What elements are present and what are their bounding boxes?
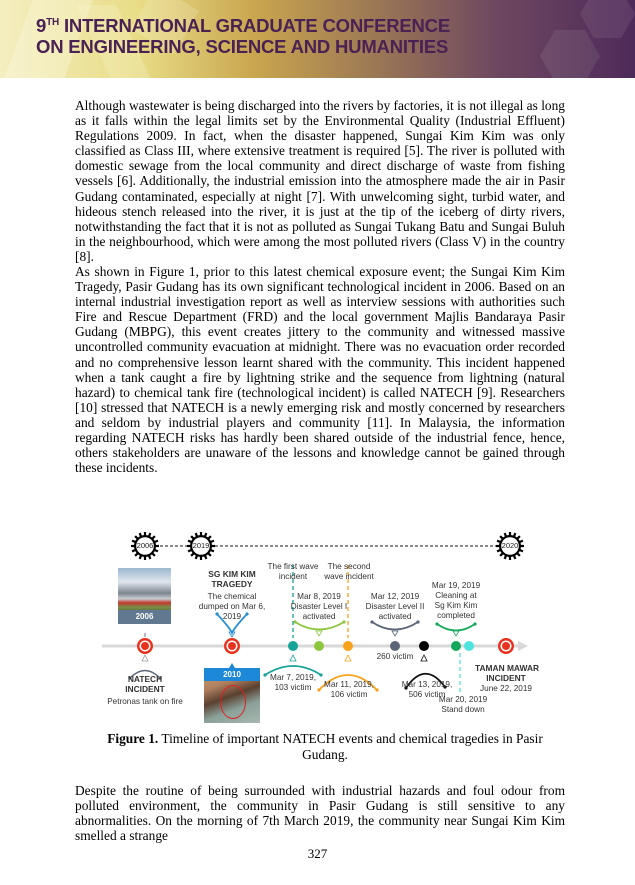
bracket-pointer	[316, 631, 322, 636]
event-dot-mar13[interactable]	[419, 641, 429, 651]
figure-caption	[90, 731, 560, 763]
bracket-pointer	[453, 631, 459, 636]
caption-text: Timeline of important NATECH events and chemical tragedies in Pasir Gudang.	[158, 731, 543, 762]
banner-hexagon	[580, 0, 635, 38]
mar8-bracket	[295, 622, 344, 630]
conference-title	[36, 12, 450, 57]
bracket-end	[263, 673, 266, 676]
bracket-pointer	[421, 655, 427, 661]
taman-mawar-date: June 22, 2019	[480, 684, 532, 693]
title-line-2: ON ENGINEERING, SCIENCE AND HUMANITIES	[36, 36, 449, 57]
natech-title: NATECH INCIDENT	[125, 674, 165, 694]
caption-label: Figure 1.	[107, 731, 159, 746]
conference-banner	[0, 0, 635, 78]
bracket-end	[473, 622, 476, 625]
year-label-2006: 2006	[136, 541, 154, 550]
natech-description: Petronas tank on fire	[107, 697, 183, 706]
year-label-2020: 2020	[501, 541, 519, 550]
photo-2010-river	[204, 668, 260, 723]
page-number: 327	[307, 846, 328, 861]
highlight-circle	[220, 685, 246, 719]
paragraph-2: As shown in Figure 1, prior to this latest chemical exposure event; the Sungai Kim Kim Tragedy, Pasir Gudang has its own significant technological incident in 2006. Based on an internal industrial investigation report as well as interview sessions with authorities such Fire and Rescue Department (FRD) and the local government Majlis Bandaraya Pasir Gudang (MBPG), this event creates jittery to the community and witnessed massive uncontrolled community evacuation at midnight. There was no evacuation order recorded and no comprehensive lesson learnt shared with the community. This incident happened when a tank caught a fire by lightning strike and the sequence from lightning (natural hazard) to chemical tank fire (technological incident) is called NATECH [9]. Researchers [10] stressed that NATECH is a newly emerging risk and mostly concerned by researchers and seldom by industrial players and community [11]. In Malaysia, the information regarding NATECH risks has hardly been shared outside of the industrial fence, hence, others stakeholders are unaware of the lessons and knowledge cannot be gained through these incidents.	[75, 264, 565, 476]
mar20-label: Mar 20, 2019 Stand down	[438, 695, 488, 714]
photo-2006-tag: 2006	[118, 610, 171, 624]
sgkk-title: SG KIM KIM TRAGEDY	[208, 569, 256, 589]
mar12-bracket	[372, 622, 418, 630]
mar8-label: Mar 8, 2019 Disaster Level I activated	[290, 592, 348, 621]
event-dot-mar8[interactable]	[314, 641, 324, 651]
bracket-pointer	[290, 655, 296, 661]
year-label-2019: 2019	[192, 541, 210, 550]
mar13-label: Mar 13, 2019, 506 victim	[401, 680, 453, 699]
mar19-label: Mar 19, 2019 Cleaning at Sg Kim Kim completed	[431, 581, 481, 620]
event-marker-2019[interactable]	[224, 638, 240, 654]
event-dot-mar20[interactable]	[464, 641, 474, 651]
event-dot-mar7[interactable]	[288, 641, 298, 651]
title-ordinal-suffix: TH	[46, 17, 60, 28]
sgkk-description: The chemical dumped on Mar 6, 2019	[198, 592, 266, 621]
title-line-1: INTERNATIONAL GRADUATE CONFERENCE	[59, 15, 450, 36]
title-ordinal: 9	[36, 15, 47, 36]
bracket-end	[435, 622, 438, 625]
mar7-label: Mar 7, 2019, 103 victim	[270, 673, 316, 692]
first-wave-label: The first wave incident	[267, 562, 319, 581]
event-dot-mar11[interactable]	[343, 641, 353, 651]
bracket-pointer	[345, 655, 351, 661]
paragraph-3: Despite the routine of being surrounded with industrial hazards and foul odour from polluted environment, the community in Pasir Gudang is still sensitive to any abnormalities. On the morning of 7th March 2019, the community near Sungai Kim Kim smelled a strange	[75, 783, 565, 844]
timeline-arrow-icon	[518, 641, 528, 651]
banner-hexagon	[540, 30, 600, 78]
event-dot-mar12[interactable]	[390, 641, 400, 651]
mar12-label: Mar 12, 2019 Disaster Level II activated	[365, 592, 425, 621]
taman-mawar-title: TAMAN MAWAR INCIDENT	[475, 663, 540, 683]
bracket-end	[319, 673, 322, 676]
bracket-pointer	[392, 631, 398, 636]
second-wave-label: The second wave incident	[324, 562, 374, 581]
event-dot-mar19[interactable]	[451, 641, 461, 651]
timeline-figure	[90, 525, 550, 725]
photo-2006-tank-fire	[118, 568, 171, 624]
mar12-victims: 260 victim	[376, 652, 414, 661]
mar19-bracket	[437, 624, 475, 631]
mar11-label: Mar 11, 2019, 106 victim	[324, 680, 374, 699]
photo-2010-tag: 2010	[204, 668, 260, 681]
paragraph-1: Although wastewater is being discharged into the rivers by factories, it is not illegal as long as it falls within the legal limits set by the Environmental Quality (Industrial Effluent) Regulations 2009. In fact, when the disaster happened, Sungai Kim Kim was only classified as Class III, where extensive treatment is required [5]. The river is polluted with domestic sewage from the local community and direct discharge of waste from fishing vessels [6]. Additionally, the industrial emission into the atmosphere made the air in Pasir Gudang contaminated, especially at night [7]. With unwelcoming sight, turbid water, and hideous stench released into the river, it is just at the tip of the iceberg of dirty rivers, notwithstanding the fact that it is not as polluted as Sungai Tukang Batu and Sungai Buluh in the neighbourhood, which were among the most polluted rivers (Class V) in the country [8].	[75, 98, 565, 264]
bracket-pointer	[142, 655, 148, 661]
event-marker-taman-mawar[interactable]	[498, 638, 514, 654]
event-marker-2006[interactable]	[137, 638, 153, 654]
